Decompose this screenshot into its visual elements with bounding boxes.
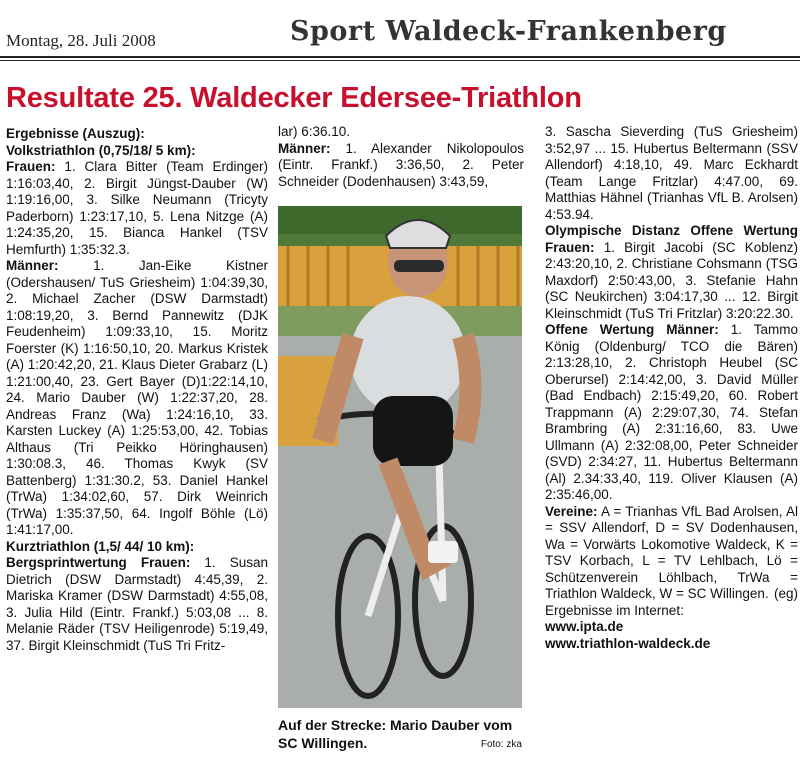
photo-credit: Foto: zka [480, 739, 522, 750]
text-column-3 [545, 124, 798, 652]
continued-results: 3. Sascha Sieverding (TuS Griesheim) 3:52,97 ... 15. Hubertus Beltermann (SSV Allendorf) 4:18,10, 49. Marc Eckhardt (Team Lange Fritzlar) 4:47.00, 69. Matthias Hähnel (Trianhas VfL B. Arolsen) 4:53.94. [545, 124, 798, 222]
vereine-list: A = Trianhas VfL Bad Arolsen, Al = SSV Allendorf, D = SV Dodenhausen, Wa = Vorwärts Lokomotive Waldeck, K = TSV Korbach, L = TV Lehlbach, Lö = Schützenverein Löhlbach, TrWa = Triathlon Waldeck, W = SC Willingen. [545, 503, 798, 601]
caption-text: Auf der Strecke: Mario Dauber vom SC Willingen. [278, 717, 513, 751]
frauen-label: Frauen: [6, 159, 56, 174]
offene-wertung-results: 1. Tammo König (Oldenburg/ TCO die Bären) 2:13:28,10, 2. Christoph Heubel (SC Oberursel) 2:14:42,00, 3. David Müller (Bad Endbach) 2:15:49,20, 60. Robert Trappmann (A) 2:29:07,30, 74. Stefan Brambring (A) 2:31:16,60, 83. Uwe Ullmann (A) 2:32:08,00, Peter Schneider (SVD) 2:34:27, 11. Hubertus Beltermann (Al) 2.34:33,40, 119. Oliver Klausen (A) 2:35:46,00. [545, 322, 798, 502]
kurztriathlon-heading: Kurztriathlon (1,5/ 44/ 10 km): [6, 538, 195, 554]
olympische-results: 1. Birgit Jacobi (SC Koblenz) 2:43:20,10, 2. Christiane Cohsmann (TSG Maxdorf) 2:50:43,00, 3. Stefanie Hahn (SC Neukirchen) 3:04:17,30 ... 12. Birgit Kleinschmidt (TuS Tri Fritzlar) 3:20:22.30. [545, 239, 798, 321]
newspaper-header [0, 0, 800, 62]
vereine-label: Vereine: [545, 503, 598, 519]
maenner-label: Männer: [278, 140, 331, 156]
continued-text: lar) 6:36.10. [278, 124, 351, 139]
results-intro: Ergebnisse (Auszug): [6, 126, 145, 141]
bergsprint-results: 1. Susan Dietrich (DSW Darmstadt) 4:45,39, 2. Mariska Kramer (DSW Darmstadt) 4:55,08, 3. Julia Hild (Eintr. Frankf.) 5:03,08 ... 8. Melanie Räder (TSV Heiligenrode) 5:19,49, 37. Birgit Kleinschmidt (TuS Tri Fritz- [6, 555, 268, 653]
web-intro: Ergebnisse im Internet: [545, 602, 684, 618]
text-column-2 [278, 124, 524, 190]
bergsprint-label: Bergsprintwertung Frauen: [6, 555, 191, 570]
header-rule [0, 56, 800, 58]
olympische-heading: Olympische Distanz Offene Wertung Frauen: [545, 223, 798, 255]
article-headline: Resultate 25. Waldecker Edersee-Triathlon [6, 82, 582, 114]
maenner-results: 1. Jan-Eike Kistner (Odershausen/ TuS Griesheim) 1:04:39,30, 2. Michael Zacher (DSW Darmstadt) 1:08:19,20, 3. Bernd Pannewitz (DJK Feudenheim) 1:09:33,10, 15. Moritz Foerster (K) 1:16:50,10, 20. Markus Kristek (A) 1:20:42,20, 21. Klaus Dieter Grabarz (L) 1:21:00,40, 23. Gert Bayer (D)1:22:14,10, 24. Mario Dauber (W) 1:22:37,20, 28. Andreas Franz (Wa) 1:24:16,10, 33. Karsten Luckey (A) 1:25:53,00, 42. Tobias Althaus (Tri Peikko Höringhausen) 1:30:08.3, 46. Thomas Kwyk (SV Battenberg) 1:31:30.2, 53. Daniel Hankel (TrWa) 1:34:02,60, 57. Dirk Weinrich (TrWa) 1:35:37,50, 64. Ingolf Böhle (Lö) 1:41:17,00. [6, 258, 268, 537]
cyclist-photo [278, 206, 522, 708]
issue-date: Montag, 28. Juli 2008 [6, 31, 156, 50]
frauen-results: 1. Clara Bitter (Team Erdinger) 1:16:03,40, 2. Birgit Jüngst-Dauber (W) 1:19:16,00, 3. Silke Neumann (Tricyty Paderborn) 1:23:17,10, 5. Lena Nitzge (A) 1:24:35,20, 15. Bianca Hankel (TSV Hemfurth) 1:35:32.3. [6, 159, 268, 257]
triathlon-waldeck-link[interactable]: www.triathlon-waldeck.de [545, 635, 711, 651]
volkstriathlon-heading: Volkstriathlon (0,75/18/ 5 km): [6, 142, 196, 158]
bergsprint-maenner-results: 1. Alexander Nikolopoulos (Eintr. Frankf.) 3:36,50, 2. Peter Schneider (Dodenhausen) 3:43,59, [278, 140, 524, 189]
author-initials: (eg) [773, 586, 798, 601]
section-title: Sport Waldeck-Frankenberg [290, 16, 727, 47]
offene-wertung-heading: Offene Wertung Männer: [545, 322, 719, 337]
ipta-link[interactable]: www.ipta.de [545, 619, 624, 634]
header-rule-thin [0, 60, 800, 61]
maenner-label: Männer: [6, 258, 59, 273]
text-column-1 [6, 126, 268, 654]
photo-caption [278, 716, 524, 752]
